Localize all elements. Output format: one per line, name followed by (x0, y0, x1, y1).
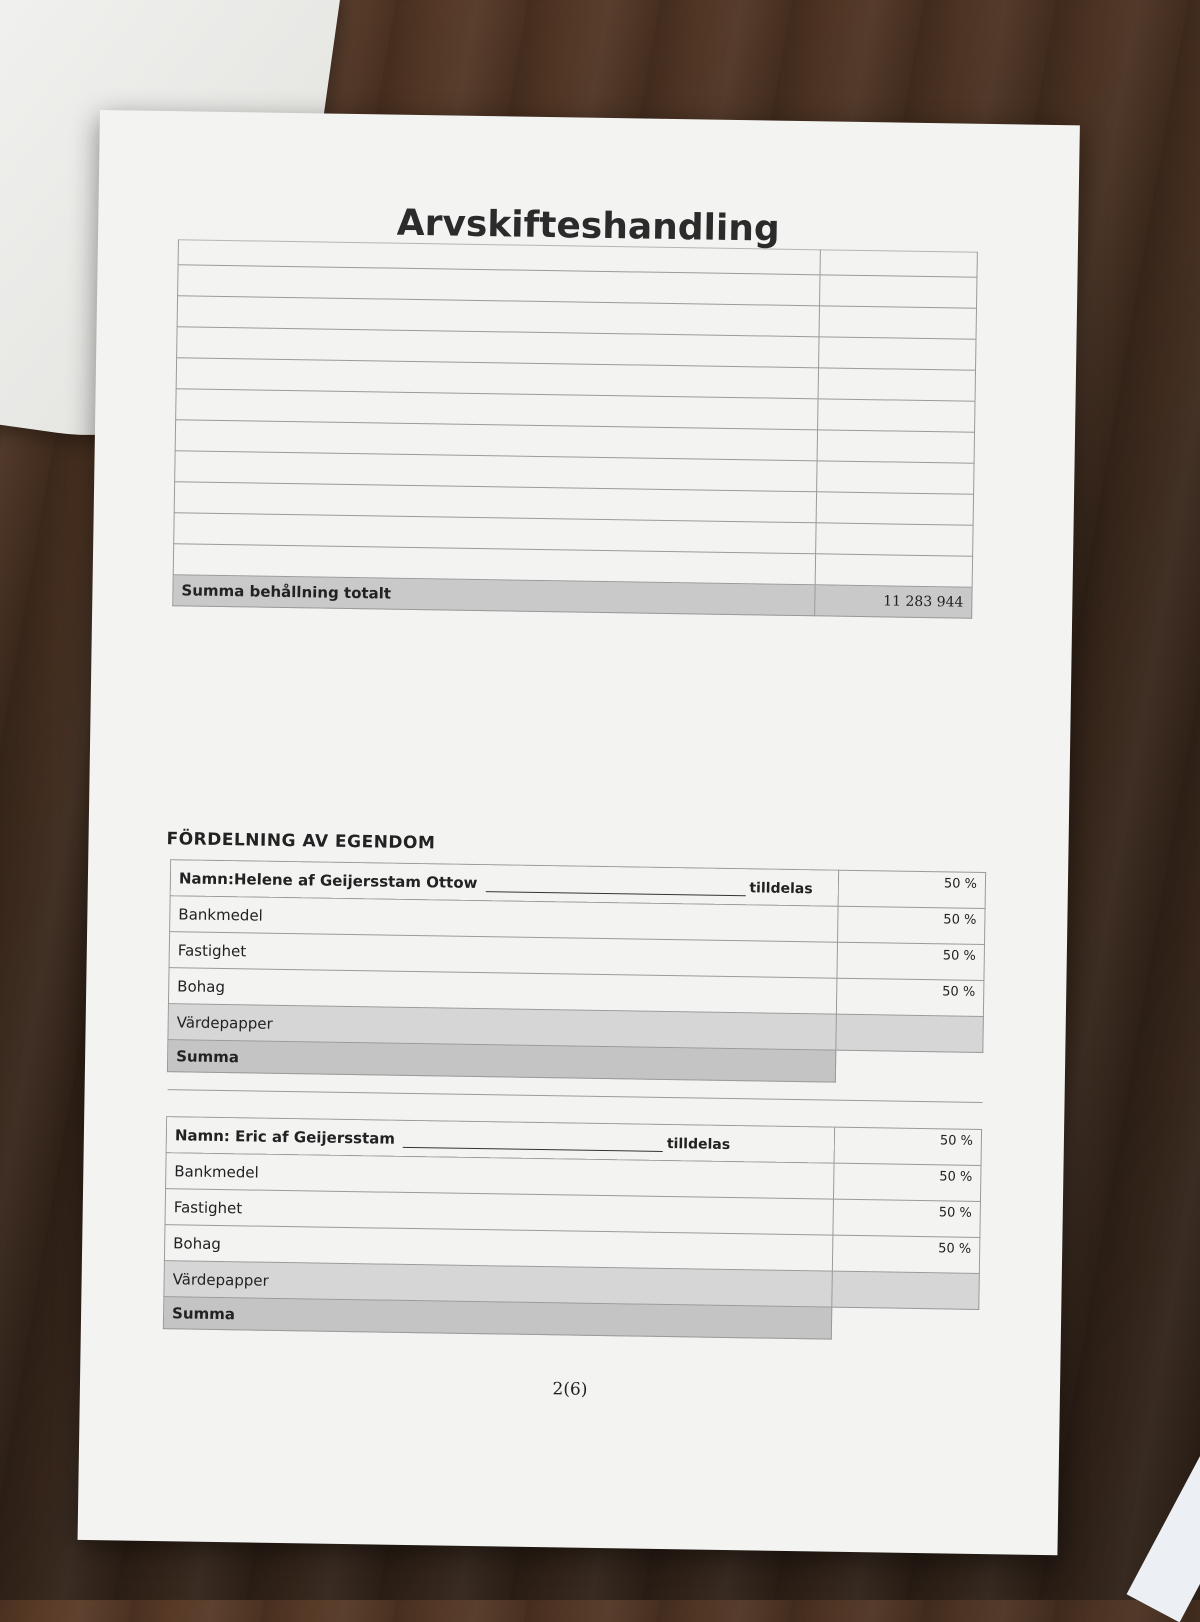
sum-label: Summa (163, 1297, 831, 1339)
row-label: Bankmedel (170, 896, 838, 942)
pct-value: 50 % (833, 1163, 981, 1201)
heir-table-1 (167, 859, 986, 1085)
pct-value: 50 % (838, 870, 986, 908)
assign-label: tilldelas (666, 1135, 731, 1153)
pct-value: 50 % (836, 978, 984, 1016)
assign-label: tilldelas (749, 879, 813, 897)
row-label: Bankmedel (166, 1153, 834, 1199)
sum-label: Summa (167, 1040, 835, 1082)
pct-value: 50 % (833, 1199, 981, 1237)
name-underline (403, 1134, 663, 1151)
pct-value: 50 % (837, 942, 985, 980)
document-page (78, 110, 1080, 1555)
heir-name: Namn: Eric af Geijersstam (174, 1125, 396, 1148)
row-label: Värdepapper (164, 1261, 832, 1307)
row-label: Fastighet (169, 932, 837, 978)
page-number: 2(6) (552, 1379, 588, 1400)
name-underline (485, 879, 745, 896)
corner-paper-fragment (1127, 1418, 1200, 1622)
row-label: Bohag (168, 968, 836, 1014)
heir-table-2 (163, 1089, 983, 1342)
total-label: Summa behållning totalt (173, 575, 815, 616)
heir-name: Namn:Helene af Geijersstam Ottow (178, 868, 478, 892)
document-title: Arvskifteshandling (396, 202, 780, 250)
row-label: Värdepapper (168, 1004, 836, 1050)
row-label: Fastighet (165, 1189, 833, 1235)
section-title: FÖRDELNING AV EGENDOM (166, 829, 436, 854)
total-value: 11 283 944 (815, 585, 972, 618)
estate-table (172, 239, 978, 619)
pct-value: 50 % (834, 1127, 982, 1165)
row-label: Bohag (164, 1225, 832, 1271)
pct-value: 50 % (838, 906, 986, 944)
pct-value: 50 % (832, 1235, 980, 1273)
